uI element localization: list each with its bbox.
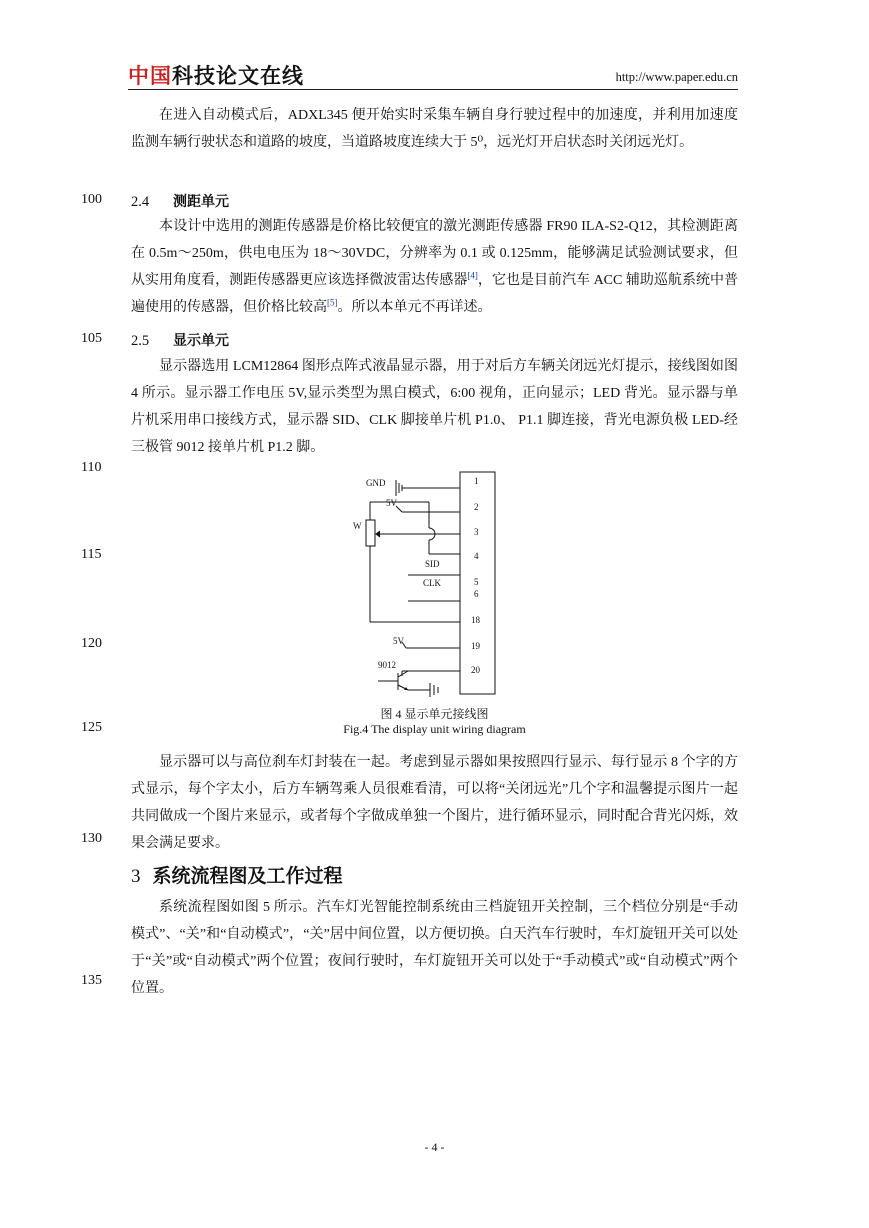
line-number: 125	[81, 720, 102, 735]
paragraph-text: ，它也是目前汽车 ACC 辅助巡航系统中普遍使用的传感器，但价格比较高	[131, 273, 738, 315]
section-number: 3	[131, 866, 141, 887]
journal-logo	[128, 63, 304, 87]
header-rule	[128, 89, 738, 90]
line-number: 100	[81, 192, 102, 207]
paragraph-ranging	[131, 213, 738, 321]
line-number: 115	[81, 547, 102, 562]
line-number: 105	[81, 331, 102, 346]
figure-caption-cn: 图 4 显示单元接线图	[380, 707, 489, 721]
transistor-label: 9012	[378, 660, 396, 670]
citation-link[interactable]: [4]	[467, 270, 478, 281]
potentiometer-label: W	[353, 521, 362, 531]
section-heading-2-5	[131, 330, 229, 350]
section-number: 2.5	[131, 333, 150, 349]
pin-label: 19	[471, 641, 480, 651]
section-heading-3	[131, 861, 343, 888]
paragraph-text: 本设计中选用的测距传感器是价格比较便宜的激光测距传感器 FR90 ILA-S2-Q12，其检测距离在 0.5m～250m，供电电压为 18～30VDC，分辨率为 0.1 或 0.125mm，能够满足试验测试要求，但从实用角度看，测距传感器更应该选择微波雷达传感器	[131, 219, 738, 288]
line-number: 110	[81, 460, 102, 475]
pin-label: 5	[474, 577, 479, 587]
pin-label: 4	[474, 551, 479, 561]
pin-label: 6	[474, 589, 479, 599]
logo-part-black: 科技论文在线	[172, 64, 304, 88]
line-number: 130	[81, 831, 102, 846]
pin-label: 2	[474, 502, 479, 512]
pin-label: 3	[474, 527, 479, 537]
paragraph-after-figure: 显示器可以与高位刹车灯封装在一起。考虑到显示器如果按照四行显示、每行显示 8 个字的方式显示，每个字太小，后方车辆驾乘人员很难看清，可以将“关闭远光”几个字和温馨提示图片一起共同做成一个图片来显示，或者每个字做成单独一个图片，进行循环显示，同时配合背光闪烁，效果会满足要求。	[131, 755, 738, 851]
section-title: 显示单元	[173, 333, 229, 349]
paragraph-display: 显示器选用 LCM12864 图形点阵式液晶显示器，用于对后方车辆关闭远光灯提示，接线图如图 4 所示。显示器工作电压 5V,显示类型为黑白模式，6:00 视角，正向显示；LED 背光。显示器与单片机采用串口接线方式，显示器 SID、CLK 脚接单片机 P1.0、 P1.1 脚连接，背光电源负极 LED-经三极管 9012 接单片机 P1.2 脚。	[131, 359, 738, 455]
paragraph-text: 。所以本单元不再详述。	[337, 300, 492, 315]
gnd-label: GND	[366, 478, 386, 488]
figure-caption-en: Fig.4 The display unit wiring diagram	[343, 722, 526, 736]
line-number: 135	[81, 973, 102, 988]
section-number: 2.4	[131, 194, 150, 210]
header-url[interactable]: http://www.paper.edu.cn	[615, 70, 738, 84]
logo-part-red: 中国	[128, 64, 172, 88]
paragraph-system-flow: 系统流程图如图 5 所示。汽车灯光智能控制系统由三档旋钮开关控制，三个档位分别是“手动模式”、“关”和“自动模式”，“关”居中间位置，以方便切换。白天汽车行驶时，车灯旋钮开关可以处于“关”或“自动模式”两个位置；夜间行驶时，车灯旋钮开关可以处于“手动模式”或“自动模式”两个位置。	[131, 900, 738, 996]
section-title: 测距单元	[173, 194, 229, 210]
section-title: 系统流程图及工作过程	[152, 865, 343, 887]
5v-bottom-label: 5V	[393, 636, 404, 646]
sid-label: SID	[425, 559, 440, 569]
section-heading-2-4	[131, 191, 229, 211]
wiring-diagram	[350, 466, 520, 702]
pin-label: 20	[471, 665, 480, 675]
page-number: - 4 -	[424, 1140, 445, 1154]
5v-top-label: 5V	[386, 498, 397, 508]
pin-label: 1	[474, 476, 479, 486]
citation-link[interactable]: [5]	[327, 297, 338, 308]
line-number: 120	[81, 636, 102, 651]
pin-label: 18	[471, 615, 480, 625]
potentiometer	[366, 520, 375, 546]
clk-label: CLK	[423, 578, 441, 588]
paragraph-auto-mode: 在进入自动模式后，ADXL345 便开始实时采集车辆自身行驶过程中的加速度，并利用加速度监测车辆行驶状态和道路的坡度，当道路坡度连续大于 5⁰，远光灯开启状态时关闭远光灯。	[131, 108, 738, 150]
